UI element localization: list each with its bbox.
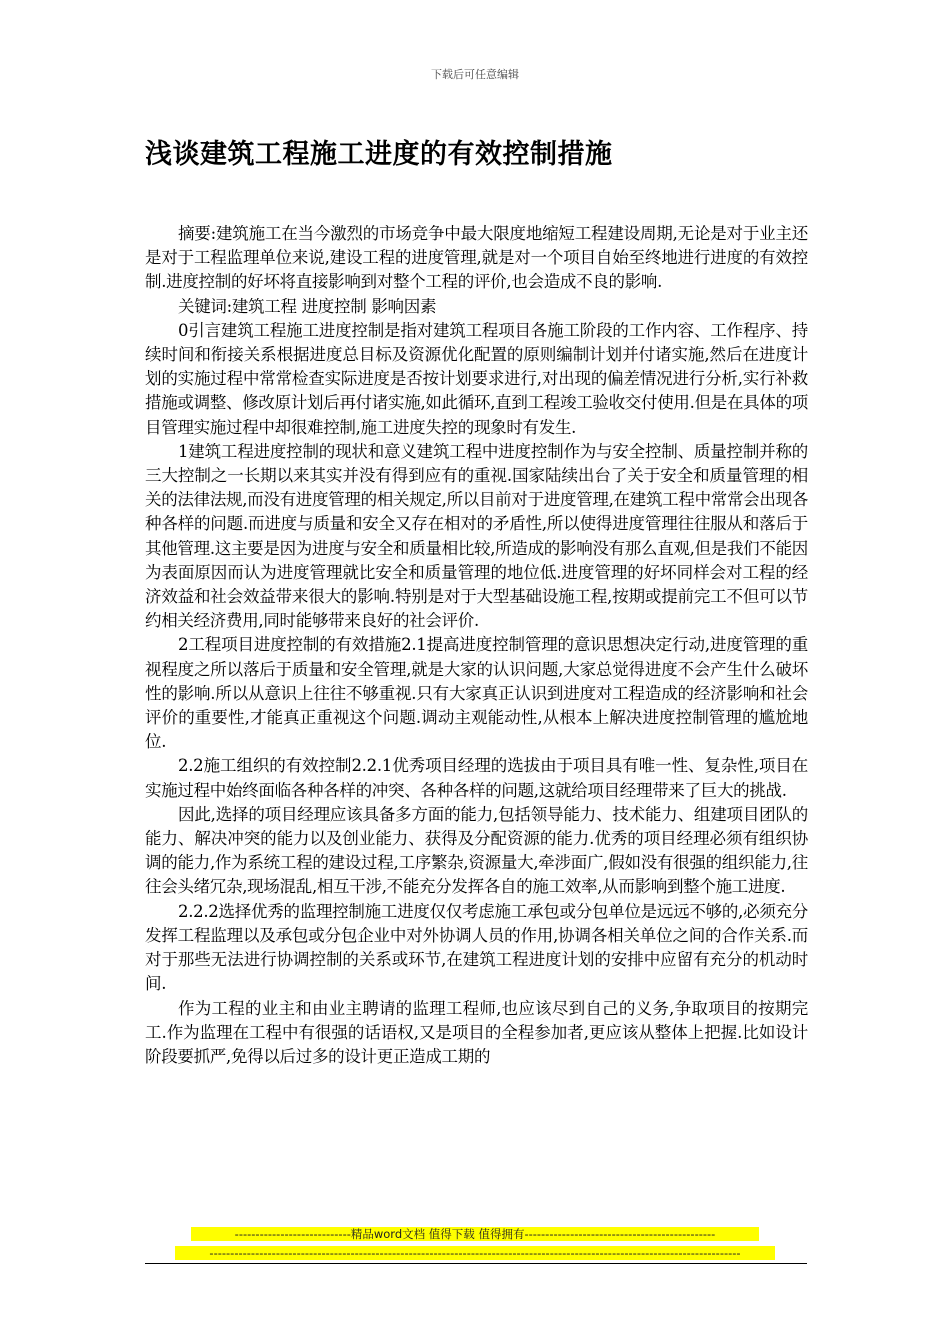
document-title: 浅谈建筑工程施工进度的有效控制措施: [145, 139, 613, 170]
document-body: [145, 222, 808, 1069]
paragraph-section-2-1: 2工程项目进度控制的有效措施2.1提高进度控制管理的意识思想决定行动,进度管理的重视程度之所以落后于质量和安全管理,就是大家的认识问题,大家总觉得进度不会产生什么破坏性的影响.所以从意识上往往不够重视.只有大家真正认识到进度对工程造成的经济影响和社会评价的重要性,才能真正重视这个问题.调动主观能动性,从根本上解决进度控制管理的尴尬地位.: [145, 635, 808, 752]
footer-divider: [145, 1263, 807, 1264]
paragraph-introduction: 0引言建筑工程施工进度控制是指对建筑工程项目各施工阶段的工作内容、工作程序、持续时间和衔接关系根据进度总目标及资源优化配置的原则编制计划并付诸实施,然后在进度计划的实施过程中常常检查实际进度是否按计划要求进行,对出现的偏差情况进行分析,实行补救措施或调整、修改原计划后再付诸实施,如此循环,直到工程竣工验收交付使用.但是在具体的项目管理实施过程中却很难控制,施工进度失控的现象时有发生.: [145, 320, 808, 437]
paragraph-supervisor: 作为工程的业主和由业主聘请的监理工程师,也应该尽到自己的义务,争取项目的按期完工.作为监理在工程中有很强的话语权,又是项目的全程参加者,更应该从整体上把握.比如设计阶段要抓严,免得以后过多的设计更正造成工期的: [145, 998, 808, 1066]
page-footer: [0, 1226, 950, 1264]
paragraph-section-2-2-2: 2.2.2选择优秀的监理控制施工进度仅仅考虑施工承包或分包单位是远远不够的,必须充分发挥工程监理以及承包或分包企业中对外协调人员的作用,协调各相关单位之间的合作关系.而对于那些无法进行协调控制的关系或环节,在建筑工程进度计划的安排中应留有充分的机动时间.: [145, 901, 808, 994]
footer-banner: ----------------------------精品word文档 值得下载 值得拥有----------------------------------------------: [191, 1227, 759, 1241]
paragraph-section-2-2: 2.2施工组织的有效控制2.2.1优秀项目经理的选拔由于项目具有唯一性、复杂性,项目在实施过程中始终面临各种各样的冲突、各种各样的问题,这就给项目经理带来了巨大的挑战.: [145, 756, 808, 800]
paragraph-section-1: 1建筑工程进度控制的现状和意义建筑工程中进度控制作为与安全控制、质量控制并称的三大控制之一长期以来其实并没有得到应有的重视.国家陆续出台了关于安全和质量管理的相关的法律法规,而没有进度管理的相关规定,所以目前对于进度管理,在建筑工程中常常会出现各种各样的问题.而进度与质量和安全又存在相对的矛盾性,所以使得进度管理往往服从和落后于其他管理.这主要是因为进度与安全和质量相比较,所造成的影响没有那么直观,但是我们不能因为表面原因而认为进度管理就比安全和质量管理的地位低.进度管理的好坏同样会对工程的经济效益和社会效益带来很大的影响.特别是对于大型基础设施工程,按期或提前完工不但可以节约相关经济费用,同时能够带来良好的社会评价.: [145, 441, 808, 631]
footer-dashes: --------------------------------------------------------------------------------------------------------------------------------: [175, 1246, 775, 1260]
paragraph-keywords: 关键词:建筑工程 进度控制 影响因素: [178, 296, 437, 316]
paragraph-abstract: 摘要:建筑施工在当今激烈的市场竞争中最大限度地缩短工程建设周期,无论是对于业主还是对于工程监理单位来说,建设工程的进度管理,就是对一个项目自始至终地进行进度的有效控制.进度控制的好坏将直接影响到对整个工程的评价,也会造成不良的影响.: [145, 224, 808, 292]
paragraph-project-manager: 因此,选择的项目经理应该具备多方面的能力,包括领导能力、技术能力、组建项目团队的能力、解决冲突的能力以及创业能力、获得及分配资源的能力.优秀的项目经理必须有组织协调的能力,作为系统工程的建设过程,工序繁杂,资源量大,牵涉面广,假如没有很强的组织能力,往往会头绪冗杂,现场混乱,相互干涉,不能充分发挥各自的施工效率,从而影响到整个施工进度.: [145, 804, 808, 897]
page-header: 下载后可任意编辑: [431, 68, 519, 81]
